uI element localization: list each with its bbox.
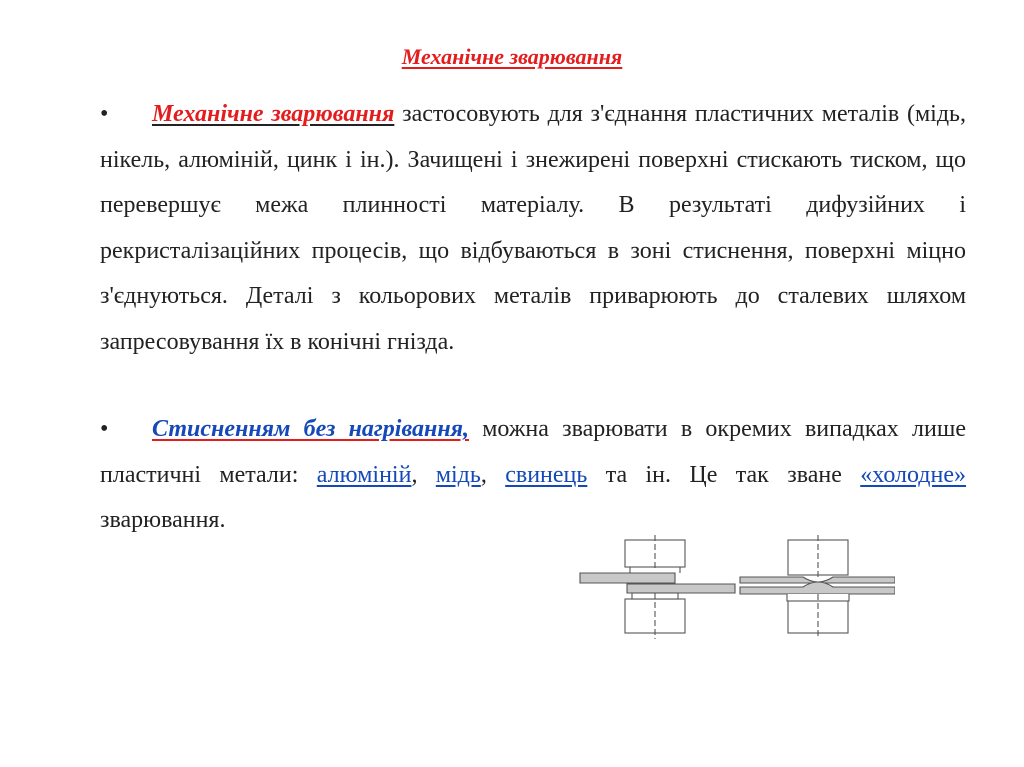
paragraph-cold-welding: [100, 407, 966, 544]
paragraph-mechanical-welding: [100, 92, 966, 365]
left-upper-plate: [580, 573, 675, 583]
paragraph-2-text-3: зварювання.: [100, 507, 226, 533]
bullet-1: •: [100, 101, 109, 127]
link-aluminium[interactable]: алюміній: [316, 461, 412, 488]
paragraph-1-text: застосовують для з'єднання пластичних металів (мідь, нікель, алюміній, цинк і ін.). Зачищені і знежирені поверхні стискають тиском, що перевершує межа плинності матеріалу. В результаті дифузійних і рекристалізаційних процесів, що відбуваються в зоні стиснення, поверхні міцно з'єднуються. Деталі з кольорових металів приварюють до сталевих шляхом запресовування їх в конічні гнізда.: [100, 101, 966, 355]
link-lead[interactable]: свинець: [505, 461, 588, 488]
paragraph-2-text-2: та ін. Це так зване: [587, 461, 861, 488]
left-lower-plate: [627, 584, 735, 593]
cold-welding-diagram-icon: [575, 535, 895, 640]
separator-1: ,: [411, 461, 436, 488]
term-compression-without-heating: Стисненням без нагрівання,: [152, 416, 470, 442]
link-cold-welding[interactable]: «холодне»: [860, 461, 967, 488]
right-lower-plate: [740, 582, 895, 594]
separator-2: ,: [480, 461, 506, 488]
slide-title: Механічне зварювання: [401, 44, 623, 69]
term-mechanical-welding: Механічне зварювання: [152, 101, 395, 127]
bullet-2: •: [100, 416, 109, 442]
paragraph-2-text-1: можна зварювати в окремих випадках лише пластичні метали:: [100, 416, 966, 488]
link-copper[interactable]: мідь: [435, 461, 481, 488]
